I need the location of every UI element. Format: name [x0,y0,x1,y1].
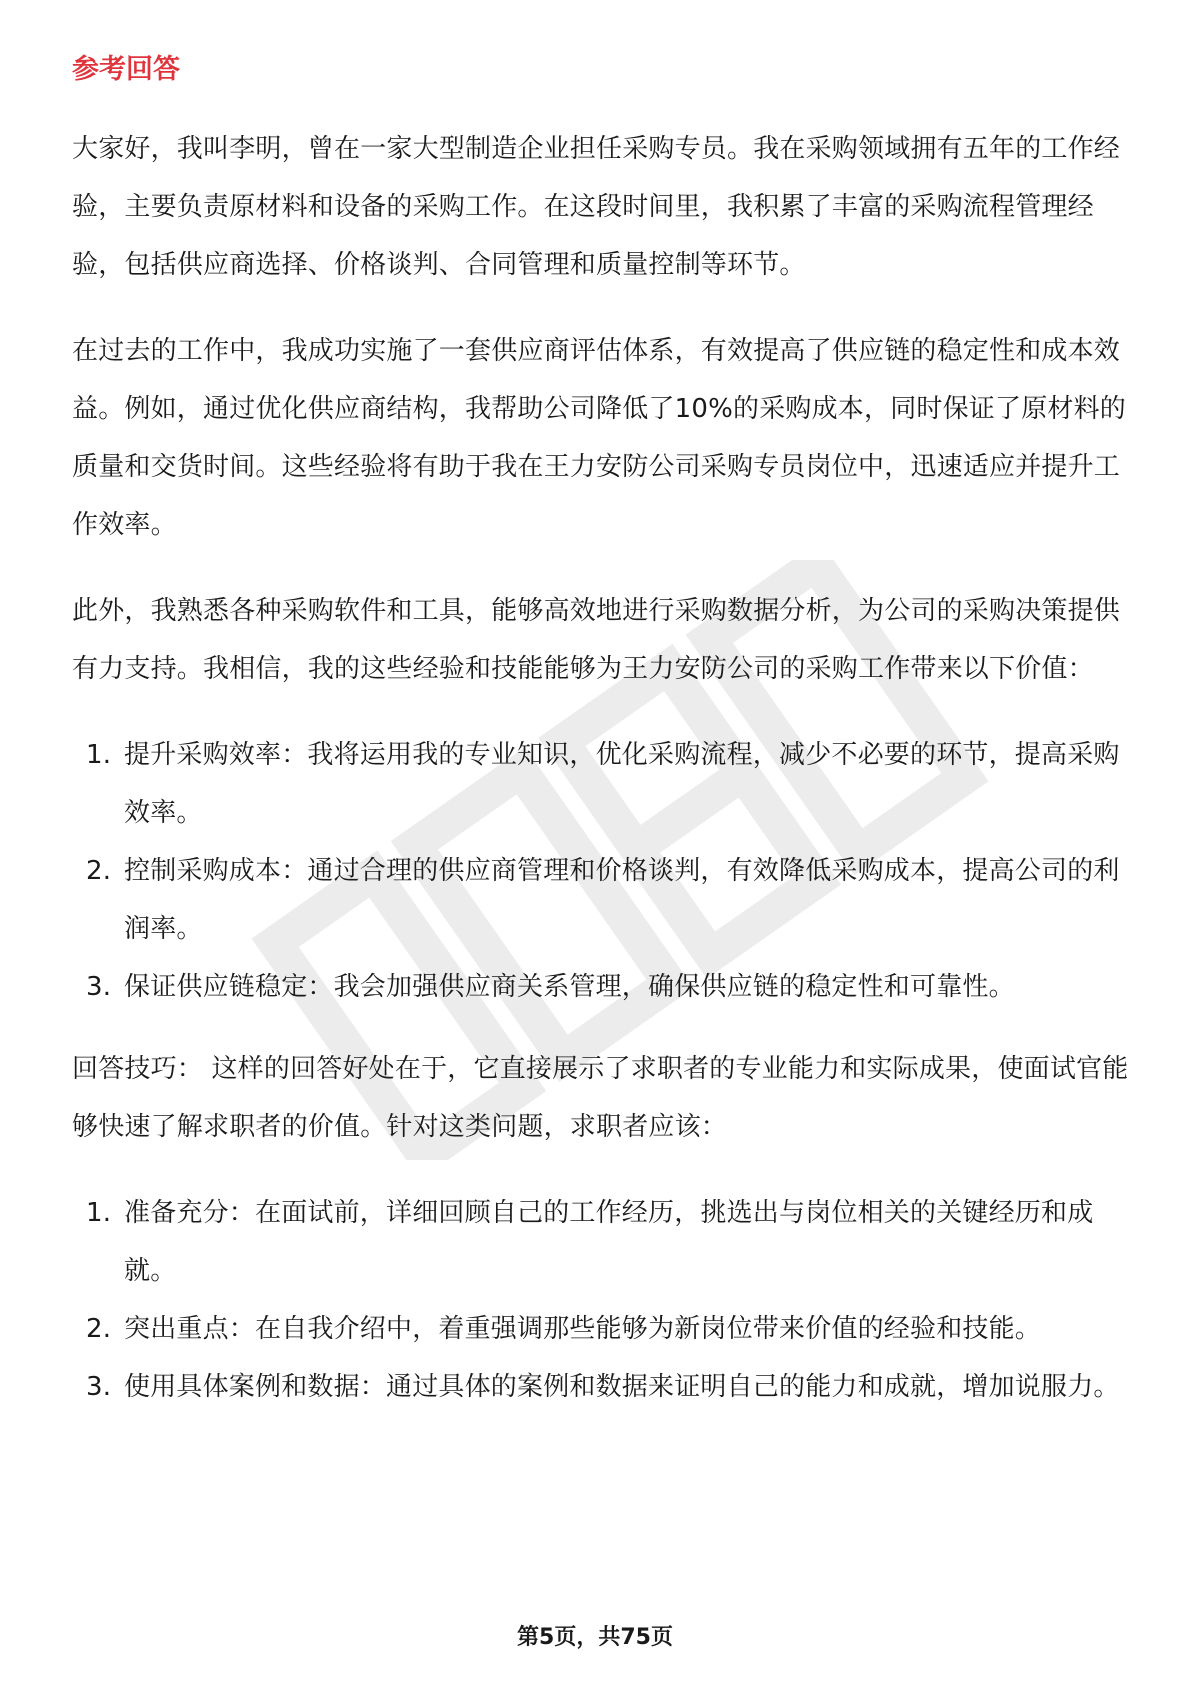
list-item [72,726,1132,842]
intro-paragraph-3: 此外，我熟悉各种采购软件和工具，能够高效地进行采购数据分析，为公司的采购决策提供有力支持。我相信，我的这些经验和技能能够为王力安防公司的采购工作带来以下价值： [72,596,1121,684]
list-item-number: 2. [86,856,112,886]
list-item-number: 1. [86,740,112,770]
section-heading: 参考回答 [72,54,180,85]
list-item-text: 保证供应链稳定：我会加强供应商关系管理，确保供应链的稳定性和可靠性。 [124,972,1015,1002]
list-item-number: 2. [86,1314,112,1344]
tips-paragraph: 回答技巧： 这样的回答好处在于，它直接展示了求职者的专业能力和实际成果，使面试官能够快速了解求职者的价值。针对这类问题，求职者应该： [72,1054,1129,1142]
list-item [72,1300,1132,1358]
list-item-text: 突出重点：在自我介绍中，着重强调那些能够为新岗位带来价值的经验和技能。 [124,1314,1042,1344]
list-item-text: 提升采购效率：我将运用我的专业知识，优化采购流程，减少不必要的环节，提高采购效率。 [124,740,1120,828]
list-item [72,1184,1132,1300]
list-item-number: 3. [86,972,112,1002]
document-page [72,48,1132,1440]
page-number-footer: 第5页，共75页 [517,1625,673,1650]
list-item [72,1358,1132,1416]
list-item-text: 使用具体案例和数据：通过具体的案例和数据来证明自己的能力和成就，增加说服力。 [124,1372,1120,1402]
intro-paragraph-1: 大家好，我叫李明，曾在一家大型制造企业担任采购专员。我在采购领域拥有五年的工作经验，主要负责原材料和设备的采购工作。在这段时间里，我积累了丰富的采购流程管理经验，包括供应商选择、价格谈判、合同管理和质量控制等环节。 [72,134,1121,280]
list-item [72,842,1132,958]
intro-paragraph-2: 在过去的工作中，我成功实施了一套供应商评估体系，有效提高了供应链的稳定性和成本效益。例如，通过优化供应商结构，我帮助公司降低了10%的采购成本，同时保证了原材料的质量和交货时间。这些经验将有助于我在王力安防公司采购专员岗位中，迅速适应并提升工作效率。 [72,336,1126,540]
list-item-number: 1. [86,1198,112,1228]
values-list [72,726,1132,1016]
list-item [72,958,1132,1016]
tips-list [72,1184,1132,1416]
list-item-number: 3. [86,1372,112,1402]
list-item-text: 准备充分：在面试前，详细回顾自己的工作经历，挑选出与岗位相关的关键经历和成就。 [124,1198,1094,1286]
list-item-text: 控制采购成本：通过合理的供应商管理和价格谈判，有效降低采购成本，提高公司的利润率。 [124,856,1120,944]
